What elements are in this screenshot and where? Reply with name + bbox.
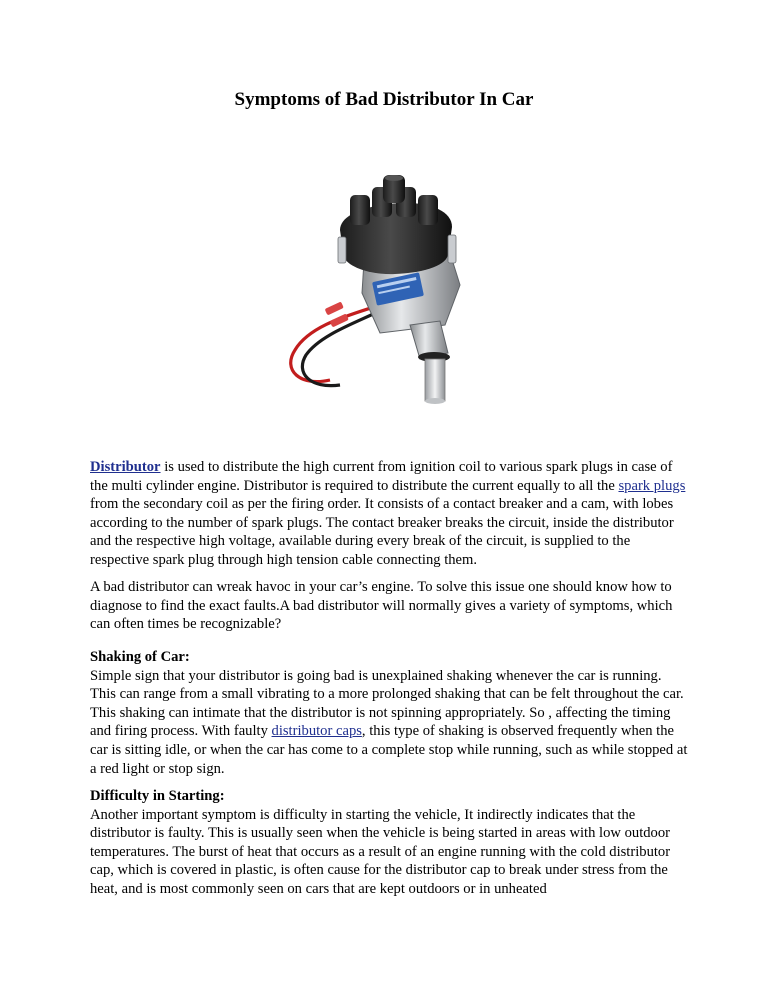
section-heading-shaking: Shaking of Car:	[90, 649, 190, 665]
bad-distributor-paragraph	[90, 578, 690, 634]
section-shaking	[90, 648, 690, 778]
shaking-text-1: Simple sign that your distributor is going bad is unexplained shaking whenever the car is running. This can range from a small vibrating to a more prolonged shaking that can be felt throughout the car. This shaking can intimate that the distributor is not spinning appropriately. So , affecting the timing and firing process. With faulty	[90, 667, 684, 740]
bad-distributor-text: A bad distributor can wreak havoc in your car’s engine. To solve this issue one should know how to diagnose to find the exact faults.A bad distributor will normally gives a variety of symptoms, which can often times be recognizable?	[90, 579, 673, 633]
intro-text-1: is used to distribute the high current from ignition coil to various spark plugs in case of the multi cylinder engine. Distributor is required to distribute the current equally to all the	[90, 459, 673, 494]
distributor-link[interactable]: Distributor	[90, 459, 161, 475]
section-heading-starting: Difficulty in Starting:	[90, 788, 225, 804]
shaking-text-2: , this type of shaking is observed frequently when the car is sitting idle, or when the car has come to a complete stop while running, such as while stopped at a red light or stop sign.	[90, 723, 688, 777]
spark-plugs-link[interactable]: spark plugs	[618, 477, 686, 494]
ignition-distributor-image	[270, 175, 520, 410]
intro-paragraph	[90, 458, 690, 570]
section-starting	[90, 787, 690, 899]
starting-text: Another important symptom is difficulty in starting the vehicle, It indirectly indicates that the distributor is faulty. This is usually seen when the vehicle is being started in areas with low outdoor temperatures. The burst of heat that occurs as a result of an engine running with the cold distributor cap, which is covered in plastic, is often cause for the distributor cap to break under stress from the heat, and is most commonly seen on cars that are kept outdoors or in unheated	[90, 806, 671, 897]
intro-text-2: from the secondary coil as per the firing order. It consists of a contact breaker and a cam, with lobes according to the number of spark plugs. The contact breaker breaks the circuit, inside the distributor and the respective high voltage, available during every break of the circuit, is supplied to the respective spark plug through high tension cable connecting them.	[90, 496, 674, 568]
distributor-caps-link[interactable]: distributor caps	[271, 723, 362, 740]
page-title: Symptoms of Bad Distributor In Car	[234, 89, 534, 110]
